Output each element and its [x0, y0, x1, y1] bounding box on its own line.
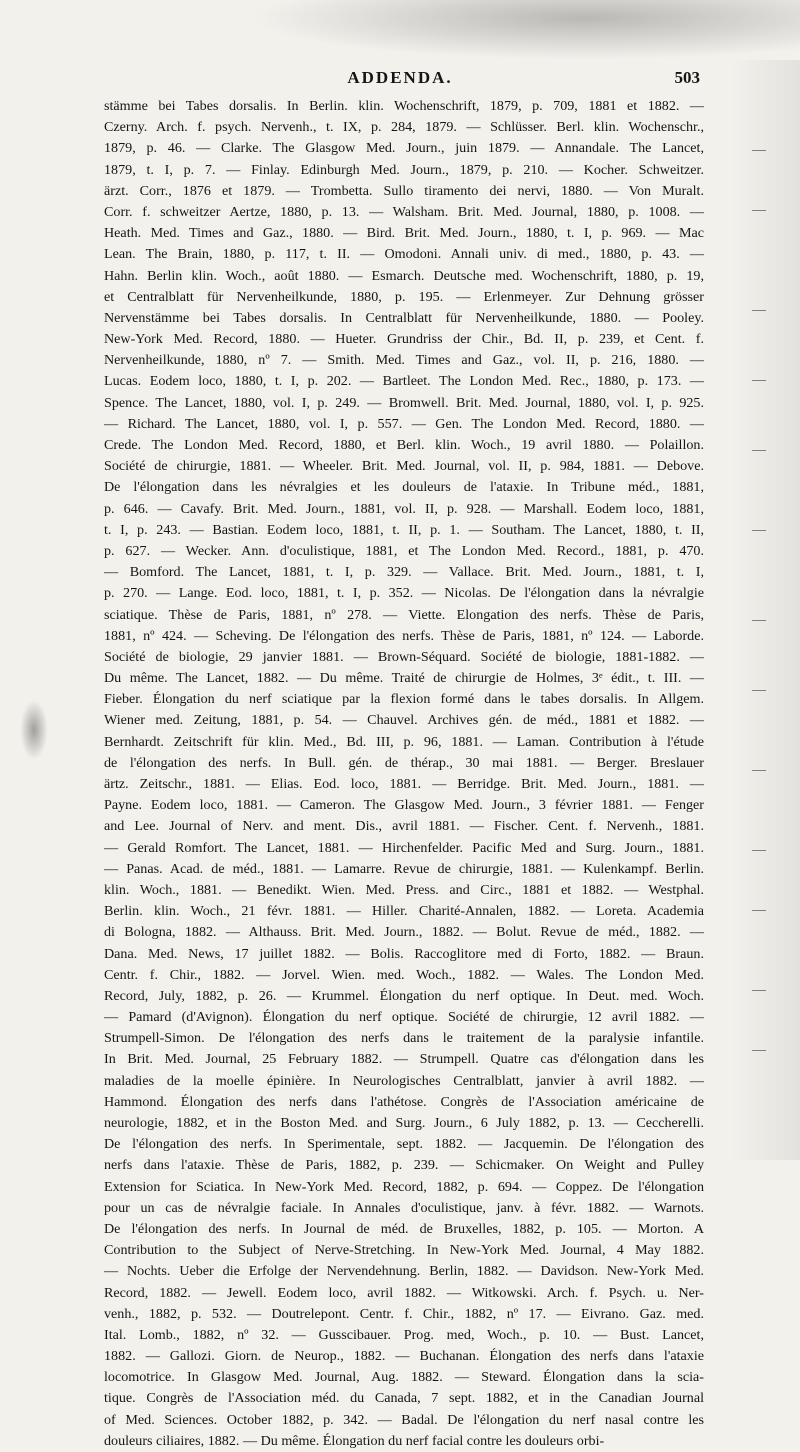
text-line: Contribution to the Subject of Nerve-Stretching. In New-York Med. Journal, 4 May 1882. — [104, 1242, 704, 1259]
text-line: p. 646. — Cavafy. Brit. Med. Journ., 1881, vol. II, p. 928. — Marshall. Eodem loco, 1881, — [104, 500, 704, 517]
page-number: 503 — [674, 68, 700, 87]
ink-stain — [20, 700, 48, 760]
text-line: Hammond. Élongation des nerfs dans l'athétose. Congrès de l'Association américaine de — [104, 1093, 704, 1110]
text-line: Record, July, 1882, p. 26. — Krummel. Élongation du nerf optique. In Deut. med. Woch. — [104, 987, 704, 1004]
text-line: stämme bei Tabes dorsalis. In Berlin. klin. Wochenschrift, 1879, p. 709, 1881 et 1882. — — [104, 98, 704, 114]
margin-tick — [752, 310, 766, 311]
text-line: Centr. f. Chir., 1882. — Jorvel. Wien. med. Woch., 1882. — Wales. The London Med. — [104, 966, 704, 983]
text-line: nerfs dans l'ataxie. Thèse de Paris, 1882, p. 239. — Schicmaker. On Weight and Pulley — [104, 1157, 704, 1174]
text-line: Nervenheilkunde, 1880, nº 7. — Smith. Med. Times and Gaz., vol. II, p. 216, 1880. — — [104, 352, 704, 369]
text-line: Berlin. klin. Woch., 21 févr. 1881. — Hiller. Charité-Annalen, 1882. — Loreta. Academia — [104, 903, 704, 920]
text-line: et Centralblatt für Nervenheilkunde, 1880, p. 195. — Erlenmeyer. Zur Dehnung grösser — [104, 288, 704, 305]
margin-tick — [752, 450, 766, 451]
text-line: Lean. The Brain, 1880, p. 117, t. II. — Omodoni. Annali univ. di med., 1880, p. 43. — — [104, 246, 704, 263]
text-line: — Richard. The Lancet, 1880, vol. I, p. 557. — Gen. The London Med. Record, 1880. — — [104, 415, 704, 432]
running-title: ADDENDA. — [347, 68, 453, 87]
text-line: neurologie, 1882, et in the Boston Med. and Surg. Journ., 6 July 1882, p. 13. — Ceccherelli. — [104, 1115, 704, 1131]
margin-tick — [752, 850, 766, 851]
text-line: di Bologna, 1882. — Althauss. Brit. Med. Journ., 1882. — Bolut. Revue de méd., 1882. — — [104, 924, 704, 941]
text-line: Hahn. Berlin klin. Woch., août 1880. — Esmarch. Deutsche med. Wochenschrift, 1880, p. 19, — [104, 267, 704, 284]
text-line: In Brit. Med. Journal, 25 February 1882. — Strumpell. Quatre cas d'élongation dans les — [104, 1051, 704, 1068]
text-line: Record, 1882. — Jewell. Eodem loco, avril 1882. — Witkowski. Arch. f. Psych. u. Ner- — [104, 1284, 704, 1301]
text-line: Lucas. Eodem loco, 1880, t. I, p. 202. — Bartleet. The London Med. Rec., 1880, p. 173. — — [104, 373, 704, 390]
running-head — [100, 68, 700, 92]
text-line: — Bomford. The Lancet, 1881, t. I, p. 329. — Vallace. Brit. Med. Journ., 1881, t. I, — [104, 564, 704, 581]
text-line: 1882. — Gallozi. Giorn. de Neurop., 1882. — Buchanan. Élongation des nerfs dans l'ataxie — [104, 1348, 704, 1365]
text-line: 1879, t. I, p. 7. — Finlay. Edinburgh Med. Journ., 1879, p. 210. — Kocher. Schweitzer. — [104, 161, 704, 178]
text-line: Crede. The London Med. Record, 1880, et Berl. klin. Woch., 19 avril 1880. — Polaillon. — [104, 437, 704, 453]
margin-tick — [752, 910, 766, 911]
text-line: t. I, p. 243. — Bastian. Eodem loco, 1881, t. II, p. 1. — Southam. The Lancet, 1880, t. II, — [104, 521, 704, 538]
scan-shadow-top — [250, 0, 800, 60]
margin-tick — [752, 990, 766, 991]
text-line: Corr. f. schweitzer Aertze, 1880, p. 13. — Walsham. Brit. Med. Journal, 1880, p. 1008. — — [104, 203, 704, 220]
margin-tick — [752, 210, 766, 211]
text-line: tique. Congrès de l'Association méd. du Canada, 7 sept. 1882, et in the Canadian Journal — [104, 1390, 704, 1407]
text-line: 1881, nº 424. — Scheving. De l'élongation des nerfs. Thèse de Paris, 1881, nº 124. — Laborde. — [104, 627, 704, 644]
text-line: Wiener med. Zeitung, 1881, p. 54. — Chauvel. Archives gén. de méd., 1881 et 1882. — — [104, 712, 704, 729]
margin-tick — [752, 150, 766, 151]
text-line: Extension for Sciatica. In New-York Med. Record, 1882, p. 694. — Coppez. De l'élongation — [104, 1178, 704, 1195]
text-line: de l'élongation des nerfs. In Bull. gén. de thérap., 30 mai 1881. — Berger. Breslauer — [104, 754, 704, 771]
text-line: Spence. The Lancet, 1880, vol. I, p. 249. — Bromwell. Brit. Med. Journal, 1880, vol. I, p. 925. — [104, 394, 704, 411]
text-line: of Med. Sciences. October 1882, p. 342. — Badal. De l'élongation du nerf nasal contre les — [104, 1411, 704, 1428]
text-line: — Gerald Romfort. The Lancet, 1881. — Hirchenfelder. Pacific Med and Surg. Journ., 1881. — [104, 839, 704, 856]
margin-tick — [752, 620, 766, 621]
text-line: 1879, p. 46. — Clarke. The Glasgow Med. Journ., juin 1879. — Annandale. The Lancet, — [104, 140, 704, 157]
text-line: De l'élongation des nerfs. In Journal de méd. de Bruxelles, 1882, p. 105. — Morton. A — [104, 1220, 704, 1237]
text-line: De l'élongation dans les névralgies et les douleurs de l'ataxie. In Tribune méd., 1881, — [104, 479, 704, 496]
text-line: Société de chirurgie, 1881. — Wheeler. Brit. Med. Journal, vol. II, p. 984, 1881. — Debove. — [104, 458, 704, 475]
text-line: De l'élongation des nerfs. In Sperimentale, sept. 1882. — Jacquemin. De l'élongation des — [104, 1136, 704, 1153]
text-line: Fieber. Élongation du nerf sciatique par la flexion formé dans le tabes dorsalis. In Allgem. — [104, 691, 704, 708]
margin-tick — [752, 380, 766, 381]
text-line: Czerny. Arch. f. psych. Nervenh., t. IX, p. 284, 1879. — Schlüsser. Berl. klin. Wochenschr., — [104, 119, 704, 136]
text-line: — Panas. Acad. de méd., 1881. — Lamarre. Revue de chirurgie, 1881. — Kulenkampf. Berlin. — [104, 860, 704, 877]
text-line: Dana. Med. News, 17 juillet 1882. — Bolis. Raccoglitore med di Forto, 1882. — Braun. — [104, 945, 704, 962]
margin-tick — [752, 530, 766, 531]
text-line: Heath. Med. Times and Gaz., 1880. — Bird. Brit. Med. Journ., 1880, t. I, p. 969. — Mac — [104, 225, 704, 242]
text-line: locomotrice. In Glasgow Med. Journal, Aug. 1882. — Steward. Élongation dans la scia- — [104, 1369, 704, 1386]
text-line: sciatique. Thèse de Paris, 1881, nº 278. — Viette. Elongation des nerfs. Thèse de Paris, — [104, 606, 704, 623]
bibliography-text — [104, 96, 704, 1452]
text-line: — Pamard (d'Avignon). Élongation du nerf optique. Société de chirurgie, 12 avril 1882. — — [104, 1009, 704, 1026]
text-line: ärtz. Zeitschr., 1881. — Elias. Eod. loco, 1881. — Berridge. Brit. Med. Journ., 1881. — — [104, 776, 704, 792]
text-line: Payne. Eodem loco, 1881. — Cameron. The Glasgow Med. Journ., 3 février 1881. — Fenger — [104, 797, 704, 814]
text-line: maladies de la moelle épinière. In Neurologisches Centralblatt, janvier à avril 1882. — — [104, 1072, 704, 1089]
text-line: Du même. The Lancet, 1882. — Du même. Traité de chirurgie de Holmes, 3ᵉ édit., t. III. — — [104, 670, 704, 687]
text-line: klin. Woch., 1881. — Benedikt. Wien. Med. Press. and Circ., 1881 et 1882. — Westphal. — [104, 881, 704, 898]
text-line: pour un cas de névralgie faciale. In Annales d'oculistique, janv. à févr. 1882. — Warnots. — [104, 1199, 704, 1216]
text-line: Strumpell-Simon. De l'élongation des nerfs dans le traitement de la paralysie infantile. — [104, 1030, 704, 1047]
text-line: Bernhardt. Zeitschrift für klin. Med., Bd. III, p. 96, 1881. — Laman. Contribution à l'étude — [104, 733, 704, 750]
text-line: — Nochts. Ueber die Erfolge der Nervendehnung. Berlin, 1882. — Davidson. New-York Med. — [104, 1263, 704, 1280]
margin-marks — [752, 150, 792, 1100]
text-line: New-York Med. Record, 1880. — Hueter. Grundriss der Chir., Bd. II, p. 239, et Cent. f. — [104, 331, 704, 348]
text-line: Société de biologie, 29 janvier 1881. — Brown-Séquard. Société de biologie, 1881-1882. — — [104, 648, 704, 665]
text-line: venh., 1882, p. 532. — Doutrelepont. Centr. f. Chir., 1882, nº 17. — Eivrano. Gaz. med. — [104, 1305, 704, 1322]
margin-tick — [752, 770, 766, 771]
text-line: Ital. Lomb., 1882, nº 32. — Gusscibauer. Prog. med, Woch., p. 10. — Bust. Lancet, — [104, 1326, 704, 1343]
margin-tick — [752, 1050, 766, 1051]
margin-tick — [752, 690, 766, 691]
text-line: Nervenstämme bei Tabes dorsalis. In Centralblatt für Nervenheilkunde, 1880. — Pooley. — [104, 309, 704, 326]
text-line: ärzt. Corr., 1876 et 1879. — Trombetta. Sullo tiramento dei nervi, 1880. — Von Muralt. — [104, 182, 704, 199]
text-line: and Lee. Journal of Nerv. and ment. Dis., avril 1881. — Fischer. Cent. f. Nervenh., 1881. — [104, 818, 704, 835]
text-line: p. 627. — Wecker. Ann. d'oculistique, 1881, et The London Med. Record., 1881, p. 470. — [104, 542, 704, 559]
text-line: douleurs ciliaires, 1882. — Du même. Élongation du nerf facial contre les douleurs orbi- — [104, 1432, 605, 1449]
text-line: p. 270. — Lange. Eod. loco, 1881, t. I, p. 352. — Nicolas. De l'élongation dans la névralgie — [104, 585, 704, 602]
